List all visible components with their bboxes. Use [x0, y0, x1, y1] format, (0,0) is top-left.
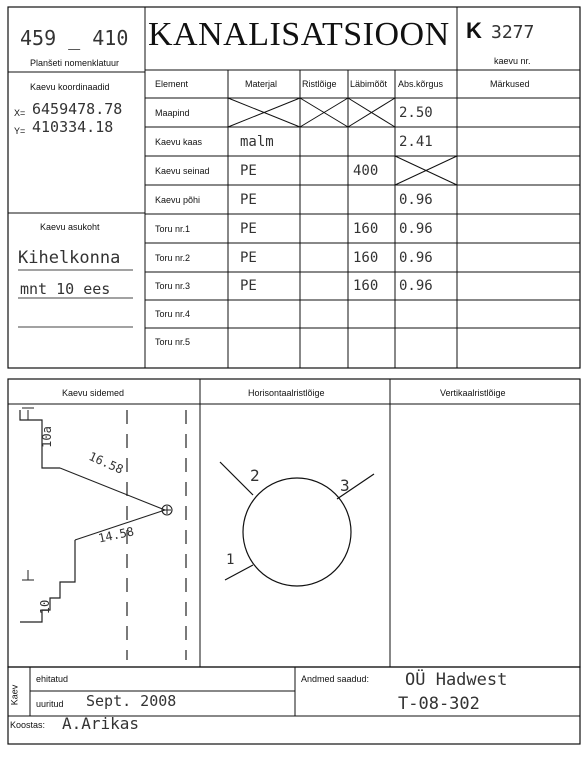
y-value: 410334.18	[32, 118, 114, 136]
row-abs: 0.96	[399, 249, 433, 266]
location-label: Kaevu asukoht	[40, 222, 100, 232]
row-diameter: 400	[353, 162, 379, 179]
row-abs: 2.50	[399, 104, 433, 121]
header-diameter: Läbimõõt	[350, 79, 388, 89]
location-line2: mnt 10 ees	[20, 280, 111, 298]
row-element: Kaevu põhi	[155, 194, 201, 205]
tie-distance-2: 14.58	[96, 524, 136, 546]
pipe-label-2: 2	[250, 466, 260, 485]
row-diameter: 160	[353, 278, 379, 294]
row-element: Maapind	[155, 107, 190, 118]
row-element: Toru nr.3	[155, 281, 191, 291]
row-abs: 0.96	[399, 278, 433, 294]
location-line1: Kihelkonna	[18, 248, 121, 268]
data-source-value-1: OÜ Hadwest	[405, 670, 508, 690]
row-material: PE	[240, 162, 257, 179]
x-value: 6459478.78	[32, 100, 123, 118]
row-diameter: 160	[353, 220, 379, 237]
house-number-top: 10a	[39, 426, 54, 448]
row-material: malm	[240, 133, 274, 150]
row-element: Kaevu kaas	[155, 136, 203, 147]
coords-label: Kaevu koordinaadid	[30, 82, 110, 92]
pipe-label-1: 1	[226, 552, 235, 568]
tie-distance-1: 16.58	[86, 449, 126, 477]
row-element: Toru nr.2	[155, 252, 191, 263]
row-material: PE	[240, 191, 257, 208]
row-material: PE	[240, 220, 257, 237]
vertical-label: Vertikaalristlõige	[440, 388, 506, 398]
header-cross: Ristlõige	[302, 79, 337, 89]
header-material: Materjal	[245, 79, 278, 89]
row-abs: 0.96	[399, 220, 433, 237]
header-notes: Märkused	[490, 79, 530, 89]
ties-label: Kaevu sidemed	[62, 388, 125, 398]
row-element: Kaevu seinad	[155, 165, 210, 176]
surveyed-value: Sept. 2008	[86, 692, 177, 710]
house-number-bottom: 10	[38, 599, 53, 615]
well-number: 3277	[491, 22, 535, 43]
header-element: Element	[155, 79, 189, 89]
x-prefix: X=	[14, 108, 26, 118]
built-label: ehitatud	[36, 674, 69, 684]
pipe-label-3: 3	[340, 476, 350, 495]
nomenclature-value: 459 _ 410	[20, 26, 129, 50]
row-element: Toru nr.1	[155, 223, 191, 234]
well-prefix: K	[466, 18, 482, 43]
side-label: Kaev	[9, 684, 20, 706]
nomenclature-label: Planšeti nomenklatuur	[30, 58, 120, 68]
row-abs: 0.96	[399, 191, 433, 208]
row-material: PE	[240, 249, 257, 266]
surveyed-label: uuritud	[36, 699, 64, 709]
author-value: A.Arikas	[62, 714, 140, 733]
y-prefix: Y=	[14, 126, 26, 136]
row-abs: 2.41	[399, 133, 433, 150]
row-material: PE	[240, 278, 257, 294]
data-source-label: Andmed saadud:	[301, 674, 370, 684]
row-element: Toru nr.4	[155, 309, 191, 319]
author-label: Koostas:	[10, 720, 46, 730]
row-element: Toru nr.5	[155, 337, 191, 347]
header-abs: Abs.kõrgus	[398, 79, 444, 89]
row-diameter: 160	[353, 249, 379, 266]
well-number-label: kaevu nr.	[494, 56, 531, 66]
data-source-value-2: T-08-302	[398, 694, 480, 714]
horizontal-label: Horisontaalristlõige	[248, 388, 325, 398]
page-title: KANALISATSIOON	[148, 16, 450, 53]
